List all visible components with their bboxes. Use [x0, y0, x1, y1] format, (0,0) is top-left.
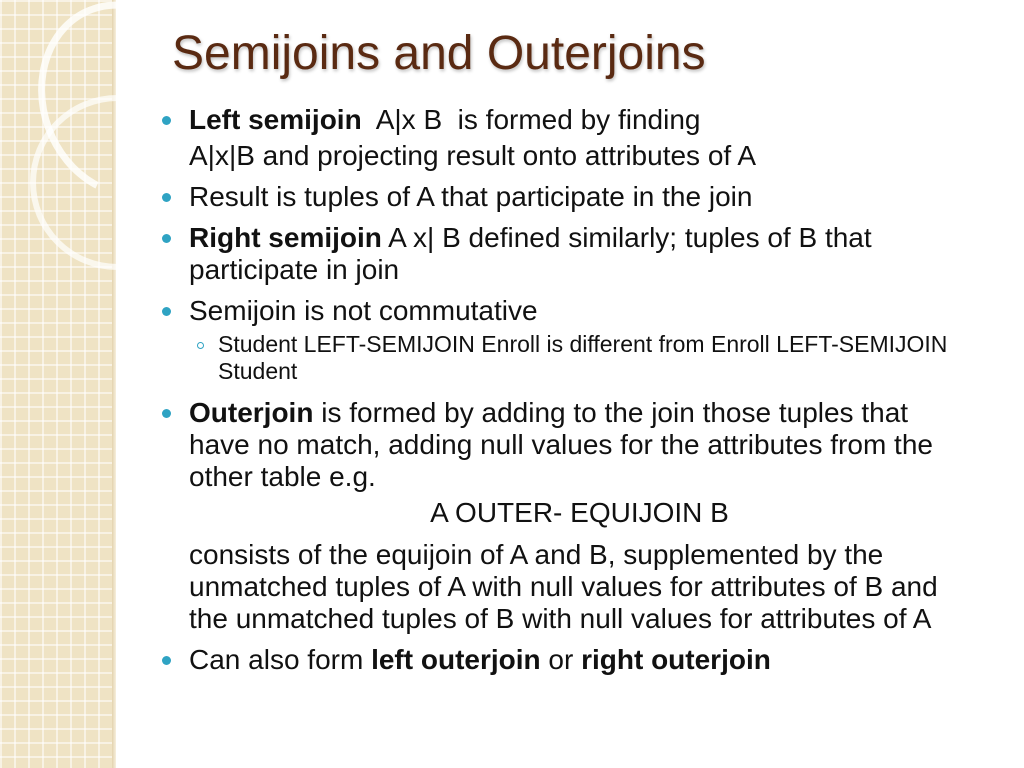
bullet-text: is formed by adding to the join those tuples that have no match, adding null values for the attributes from the other table e.g. [189, 397, 933, 492]
bullet-continuation: consists of the equijoin of A and B, supplemented by the unmatched tuples of A with null values for attributes of B and the unmatched tuples of B with null values for attributes of A [189, 539, 938, 634]
bullet-not-commutative [160, 295, 970, 327]
bullet-text: A x| B defined similarly; tuples of B that participate in join [189, 222, 872, 285]
term-outerjoin: Outerjoin [189, 397, 314, 428]
term-right-outerjoin: right outerjoin [581, 644, 771, 675]
bullet-text: Result is tuples of A that participate in the join [189, 181, 753, 212]
bullet-dot-icon [162, 307, 171, 316]
bullet-left-semijoin [160, 104, 970, 136]
term-left-semijoin: Left semijoin [189, 104, 362, 135]
bullet-text: Can also form [189, 644, 372, 675]
sub-bullet-example [160, 331, 970, 385]
bullet-text-or: or [540, 644, 582, 675]
bullet-dot-icon [162, 409, 171, 418]
centered-expression: A OUTER- EQUIJOIN B [430, 497, 729, 528]
bullet-outerjoin-variants [160, 644, 970, 676]
bullet-text: Semijoin is not commutative [189, 295, 538, 326]
slide-body [160, 104, 970, 685]
bullet-dot-icon [162, 116, 171, 125]
sub-bullet-ring-icon [197, 342, 204, 349]
bullet-result-tuples [160, 181, 970, 213]
term-right-semijoin: Right semijoin [189, 222, 382, 253]
bullet-outerjoin [160, 397, 970, 493]
sub-bullet-text: Student LEFT-SEMIJOIN Enroll is different from Enroll LEFT-SEMIJOIN Student [218, 331, 948, 384]
term-left-outerjoin: left outerjoin [371, 644, 541, 675]
bullet-right-semijoin [160, 222, 970, 286]
bullet-dot-icon [162, 656, 171, 665]
bullet-continuation: A|x|B and projecting result onto attributes of A [189, 140, 757, 171]
bullet-dot-icon [162, 193, 171, 202]
bullet-dot-icon [162, 234, 171, 243]
bullet-text: A|x B is formed by finding [361, 104, 701, 135]
slide-title: Semijoins and Outerjoins [172, 27, 706, 80]
